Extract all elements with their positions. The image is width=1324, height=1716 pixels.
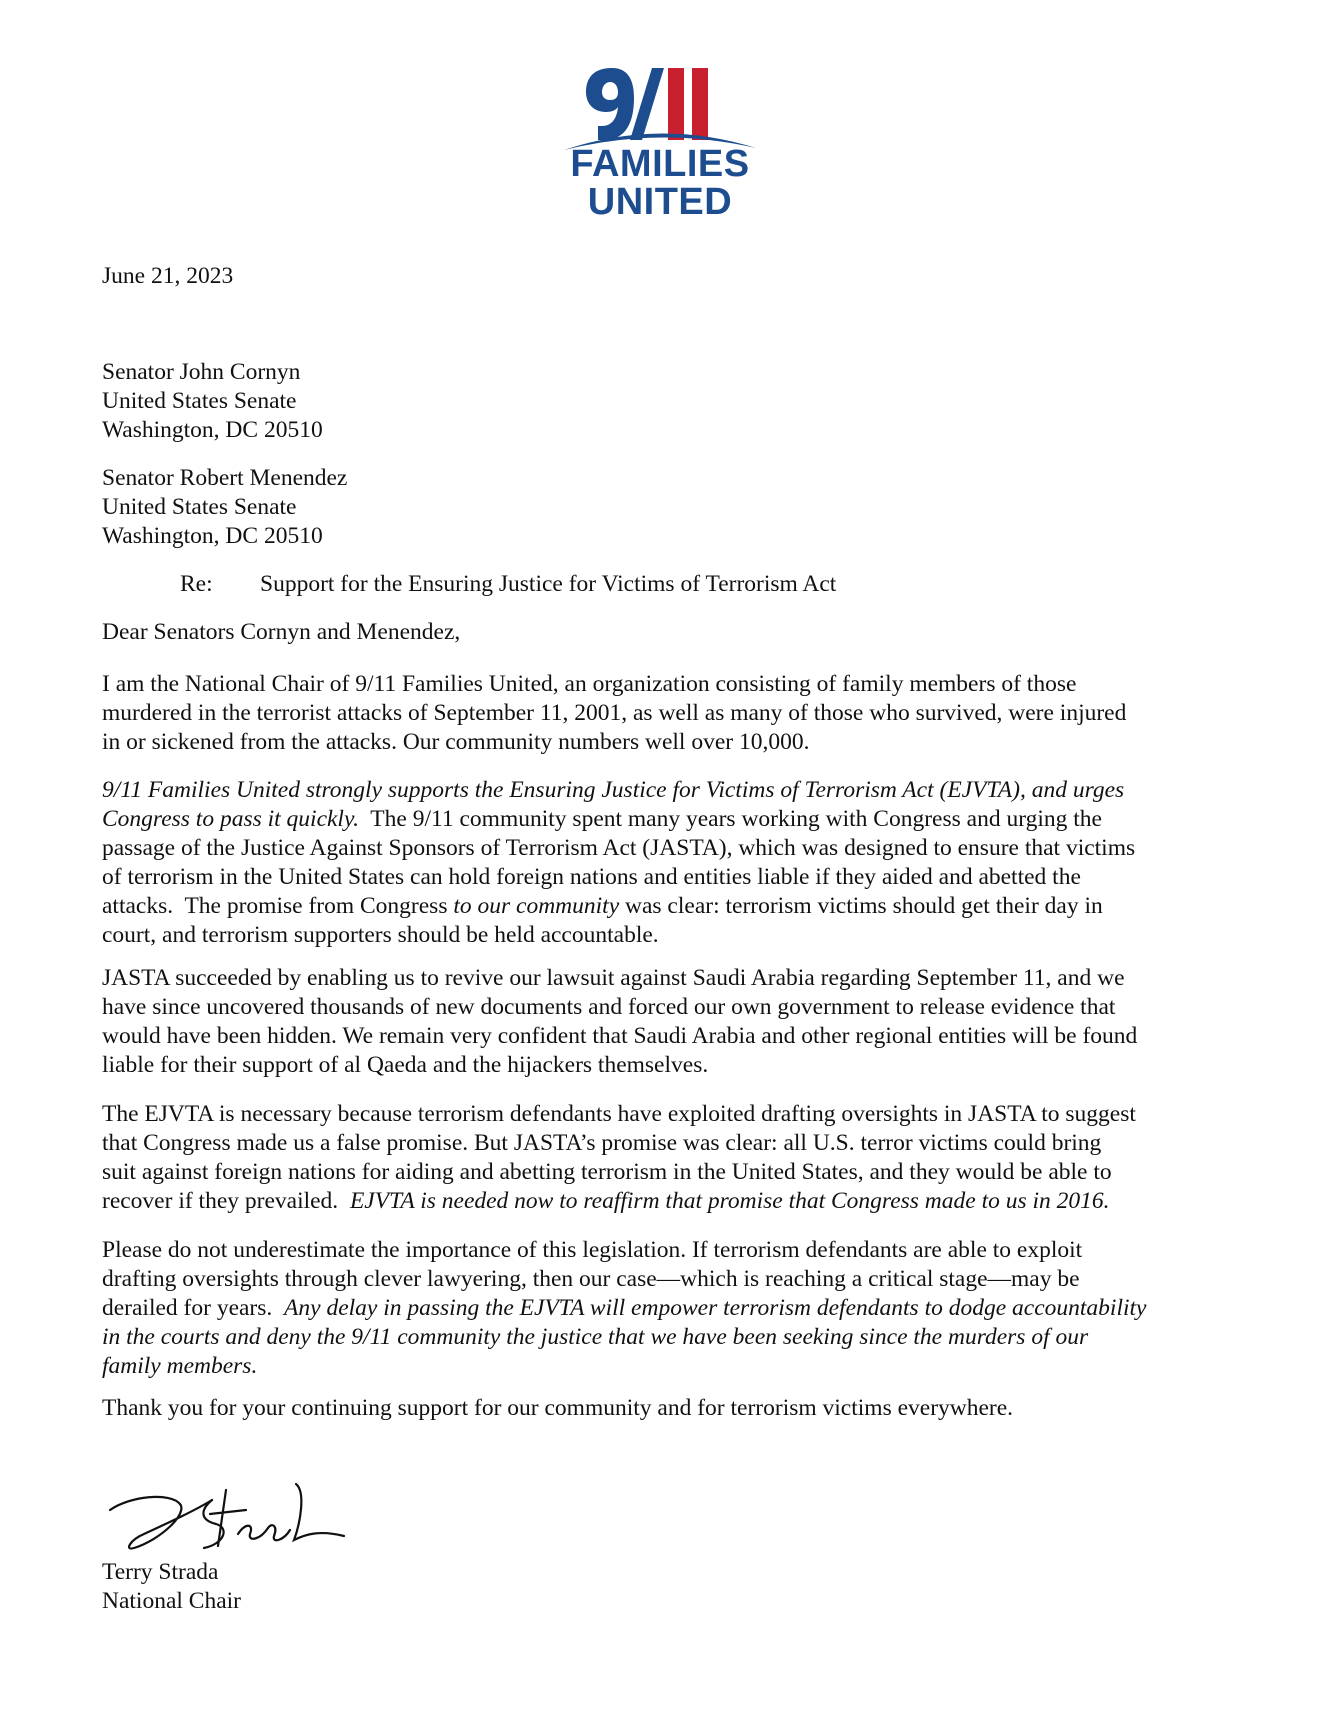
italic-text: Any delay in passing the EJVTA will empower terrorism defendants to dodge accountability [284,1295,1147,1321]
recipient-city: Washington, DC 20510 [102,523,323,549]
paragraph-line: I am the National Chair of 9/11 Families United, an organization consisting of family members of those [102,671,1077,697]
italic-text: 9/11 Families United strongly supports the Ensuring Justice for Victims of Terrorism Act (EJVTA), and urges [102,777,1125,803]
families-united-logo [560,60,760,223]
logo-text-united: UNITED [587,181,733,223]
recipient-address-2 [102,464,1232,551]
text: The 9/11 community spent many years working with Congress and urging the [358,806,1102,832]
signature-block [102,1558,1232,1616]
text: derailed for years. [102,1295,285,1321]
italic-text: EJVTA is needed now to reaffirm that promise that Congress made to us in 2016. [349,1188,1110,1214]
logo-text-families: FAMILIES [570,143,750,185]
text: attacks. The promise from Congress [102,893,454,919]
closing-paragraph: Thank you for your continuing support for our community and for terrorism victims everywhere. [102,1395,1014,1421]
italic-text: to our community [453,893,620,919]
italic-text: in the courts and deny the 9/11 community the justice that we have been seeking since the murders of our [102,1324,1089,1350]
paragraph-line: court, and terrorism supporters should be held accountable. [102,922,659,948]
paragraph-line: liable for their support of al Qaeda and the hijackers themselves. [102,1052,709,1078]
signer-title: National Chair [102,1588,242,1614]
text: was clear: terrorism victims should get their day in [619,893,1103,919]
paragraph-3 [102,964,1232,1080]
paragraph-line: The EJVTA is necessary because terrorism defendants have exploited drafting oversights in JASTA to suggest [102,1101,1136,1127]
paragraph-line [102,805,1232,834]
paragraph-line: in or sickened from the attacks. Our community numbers well over 10,000. [102,729,810,755]
italic-text: family members. [102,1353,258,1379]
recipient-name: Senator John Cornyn [102,359,301,385]
paragraph-line: have since uncovered thousands of new documents and forced our own government to release evidence that [102,994,1116,1020]
recipient-org: United States Senate [102,494,297,520]
paragraph-line: JASTA succeeded by enabling us to revive our lawsuit against Saudi Arabia regarding September 11, and we [102,965,1125,991]
paragraph-line: would have been hidden. We remain very confident that Saudi Arabia and other regional entities will be found [102,1023,1138,1049]
paragraph-line [102,1352,1232,1381]
signer-name: Terry Strada [102,1559,219,1585]
paragraph-5 [102,1236,1232,1381]
paragraph-line: murdered in the terrorist attacks of September 11, 2001, as well as many of those who survived, were injured [102,700,1127,726]
paragraph-1 [102,670,1232,757]
paragraph-line: of terrorism in the United States can hold foreign nations and entities liable if they aided and abetted the [102,864,1081,890]
paragraph-line: suit against foreign nations for aiding and abetting terrorism in the United States, and they would be able to [102,1159,1112,1185]
handwritten-signature [100,1470,350,1560]
paragraph-line [102,1323,1232,1352]
paragraph-4 [102,1100,1232,1216]
paragraph-line [102,1187,1232,1216]
recipient-name: Senator Robert Menendez [102,465,348,491]
paragraph-line: Please do not underestimate the importance of this legislation. If terrorism defendants are able to exploit [102,1237,1083,1263]
italic-text: Congress to pass it quickly. [102,806,359,832]
paragraph-line: drafting oversights through clever lawyering, then our case—which is reaching a critical stage—may be [102,1266,1080,1292]
paragraph-line [102,892,1232,921]
letter-date: June 21, 2023 [102,263,234,289]
recipient-city: Washington, DC 20510 [102,417,323,443]
subject-text: Support for the Ensuring Justice for Victims of Terrorism Act [260,571,837,597]
paragraph-line: that Congress made us a false promise. But JASTA’s promise was clear: all U.S. terror victims could bring [102,1130,1102,1156]
subject-line [180,570,1310,599]
salutation: Dear Senators Cornyn and Menendez, [102,619,461,645]
paragraph-line [102,1294,1232,1323]
paragraph-2 [102,776,1232,950]
paragraph-line: passage of the Justice Against Sponsors of Terrorism Act (JASTA), which was designed to ensure that victims [102,835,1136,861]
recipient-org: United States Senate [102,388,297,414]
subject-label: Re: [180,571,213,597]
recipient-address-1 [102,358,1232,445]
paragraph-line [102,776,1232,805]
text: recover if they prevailed. [102,1188,350,1214]
